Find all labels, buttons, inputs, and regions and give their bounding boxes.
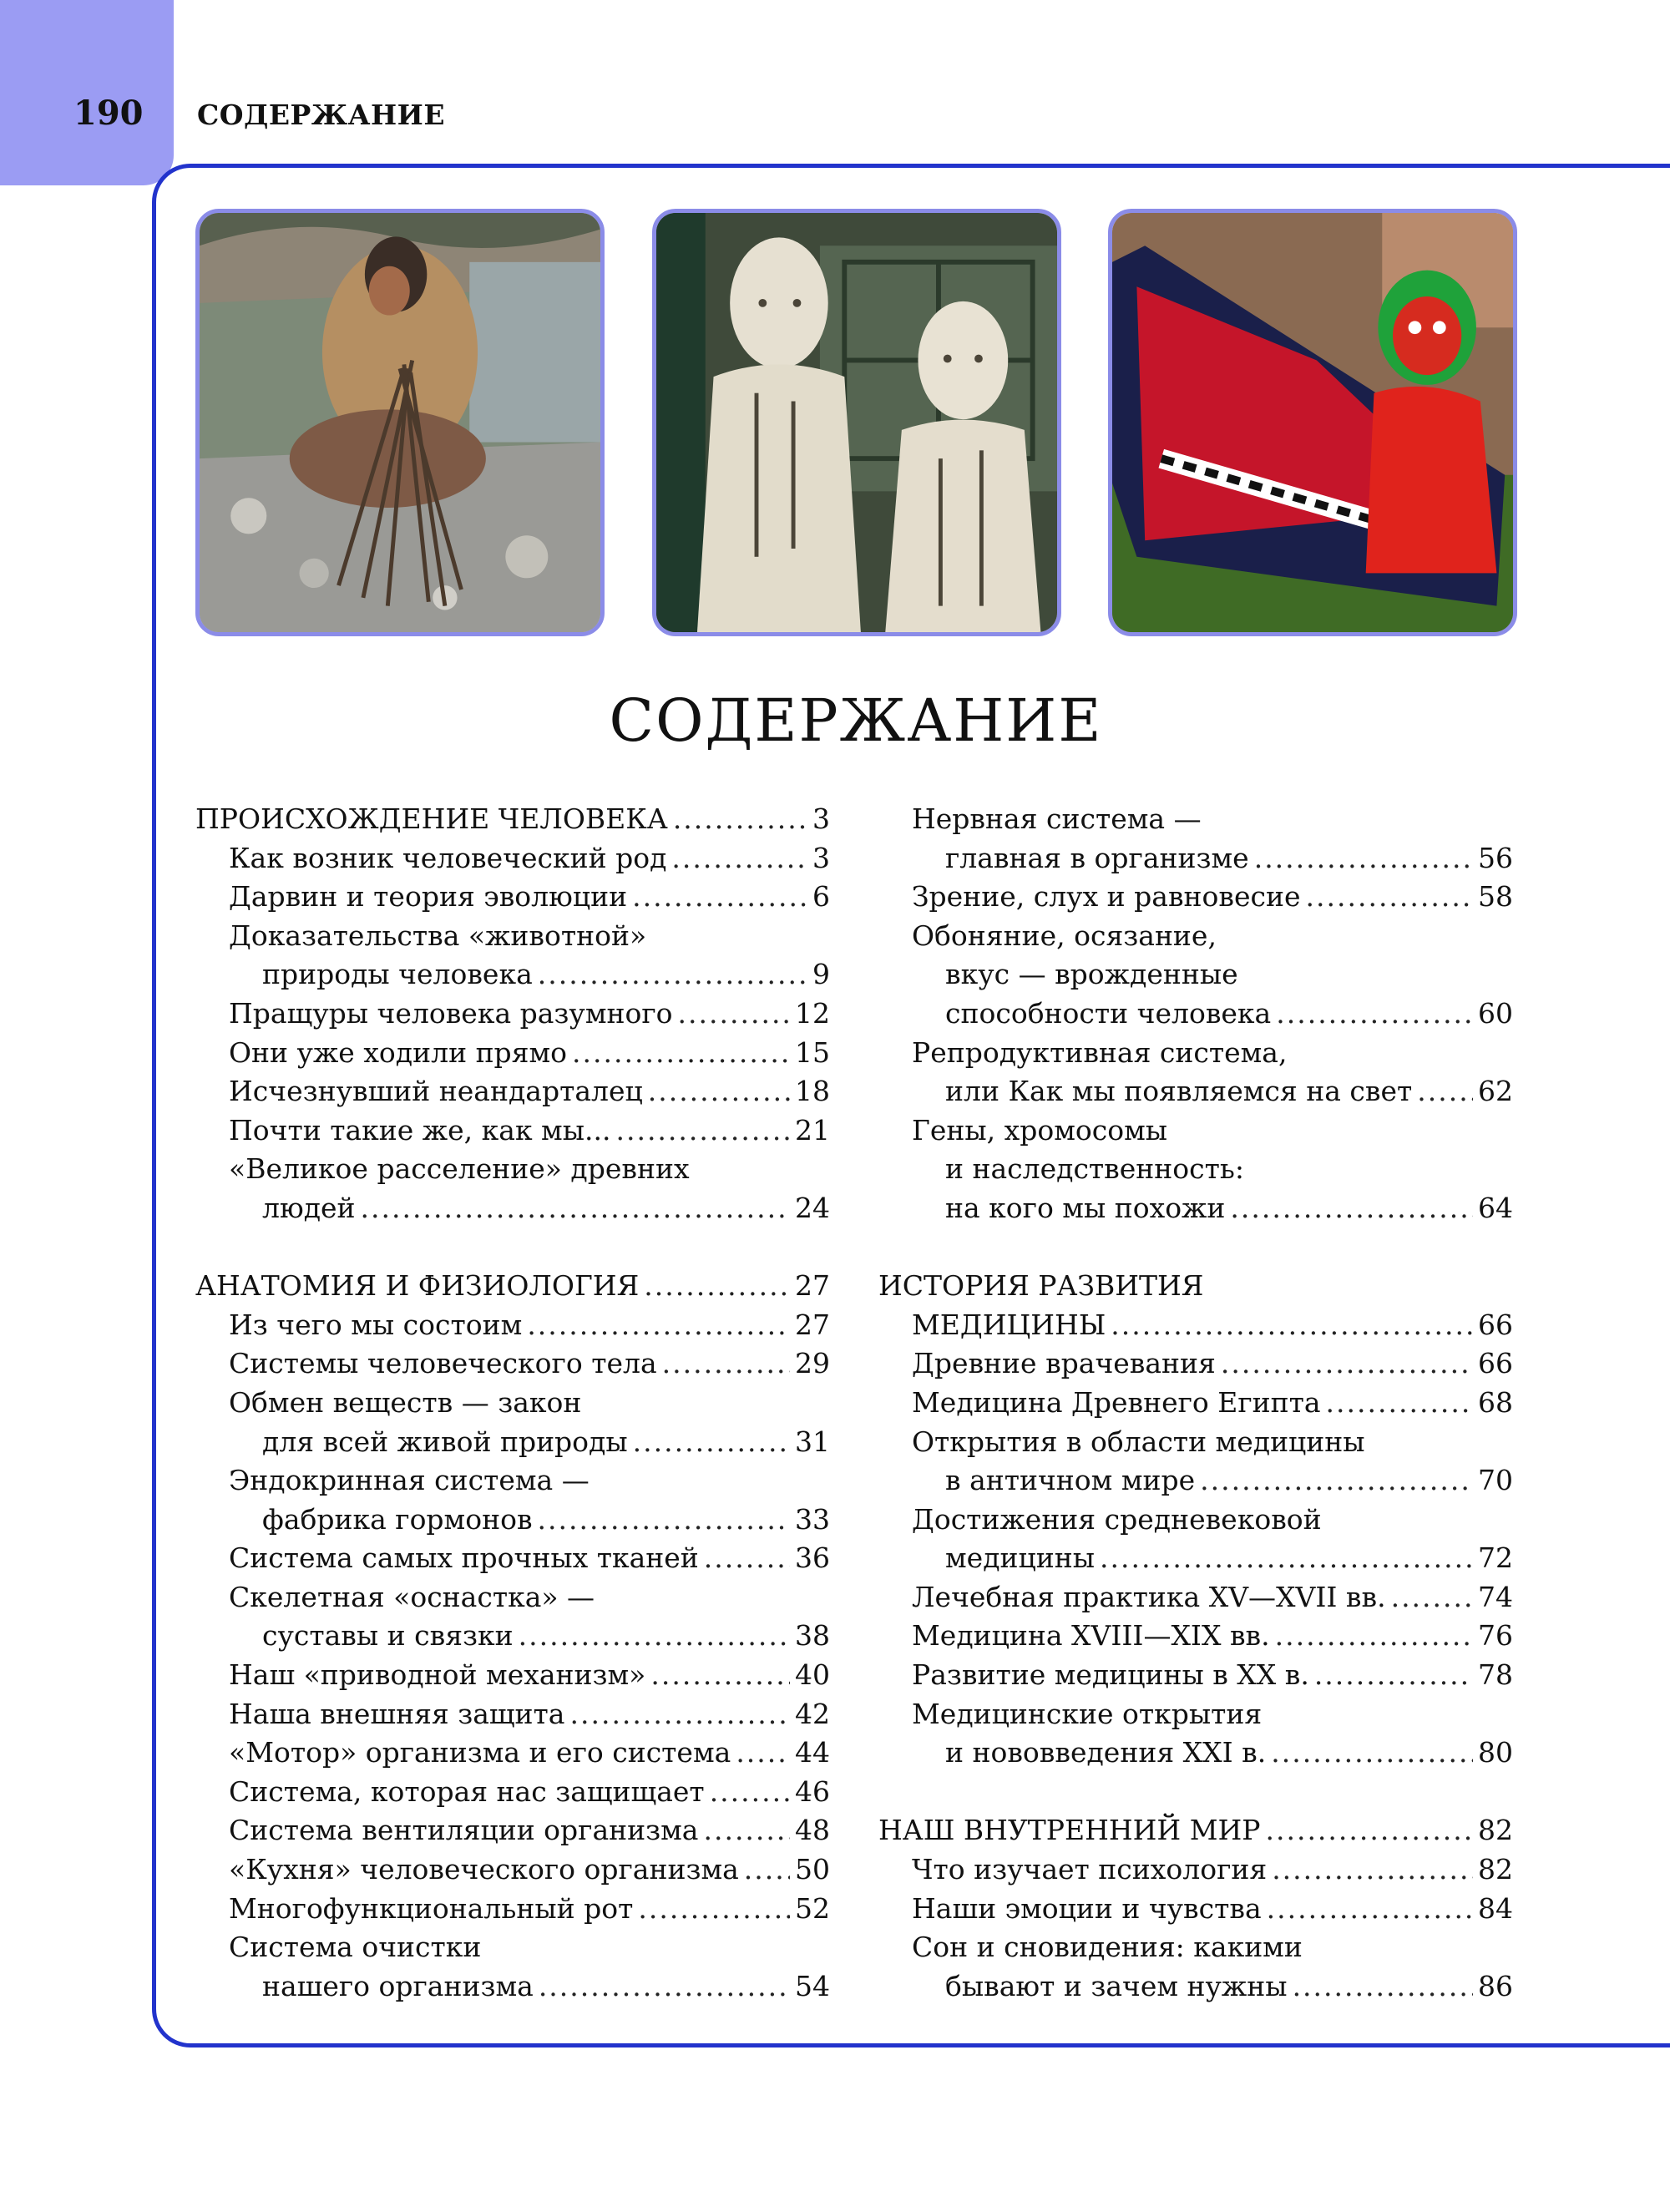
toc-dot-leader [1306,878,1473,917]
toc-right-column [878,800,1513,2006]
toc-entry [195,1656,830,1695]
toc-entry [878,1539,1513,1578]
toc-dot-leader [678,995,790,1034]
toc-section-heading [878,1811,1513,1850]
toc-entry-title: Медицина XVIII—XIX вв. [912,1619,1270,1653]
toc-dot-leader [710,1773,790,1812]
toc-page-number: 12 [795,996,830,1030]
toc-page-number: 3 [812,802,830,835]
toc-entry-title: Система, которая нас защищает [229,1774,705,1808]
toc-entry [878,1461,1513,1501]
toc-dot-leader [703,1811,790,1850]
toc-entry-title: Обоняние, осязание, [912,919,1217,952]
toc-page-number: 70 [1478,1464,1513,1497]
acupuncture-statues-image [652,209,1061,636]
toc-entry-title: Они уже ходили прямо [229,1035,568,1069]
toc-page-number: 58 [1478,880,1513,914]
toc-entry [195,1384,830,1423]
toc-gap [878,1228,1513,1268]
toc-dot-leader [671,839,807,878]
toc-entry-title: Репродуктивная система, [912,1035,1288,1069]
toc-dot-leader [1267,1890,1473,1929]
toc-entry-title: Как возник человеческий род [229,841,667,874]
toc-entry [878,1344,1513,1384]
toc-page-number: 42 [795,1697,830,1730]
toc-page-number: 31 [795,1425,830,1458]
toc-entry-title: для всей живой природы [262,1425,628,1458]
toc-entry-title: главная в организме [945,841,1249,874]
toc-dot-leader [673,800,807,839]
toc-entry [878,1890,1513,1929]
toc-page-number: 48 [795,1814,830,1847]
toc-dot-leader [1391,1578,1473,1617]
toc-dot-leader [632,878,807,917]
toc-entry-title: Гены, хромосомы [912,1113,1168,1146]
toc-entry [195,1111,830,1151]
toc-left-column [195,800,830,2006]
toc-entry-title: Зрение, слух и равновесие [912,880,1301,914]
toc-entry-title: Многофункциональный рот [229,1891,634,1925]
toc-entry [878,955,1513,995]
toc-entry [878,1189,1513,1228]
toc-entry [878,1306,1513,1345]
toc-dot-leader [1271,1734,1473,1773]
toc-dot-leader [648,1072,790,1111]
toc-entry [195,917,830,956]
toc-entry-title: Система вентиляции организма [229,1814,699,1847]
toc-page-number: 78 [1478,1658,1513,1692]
toc-entry-title: «Кухня» человеческого организма [229,1853,739,1886]
toc-entry [878,1384,1513,1423]
toc-entry-title: Системы человеческого тела [229,1347,657,1380]
toc-entry-title: или Как мы появляемся на свет [945,1075,1413,1108]
toc-page-number: 54 [795,1969,830,2002]
toc-page-number: 86 [1478,1969,1513,2002]
toc-section-heading [878,1267,1513,1306]
toc-entry-title: АНАТОМИЯ И ФИЗИОЛОГИЯ [195,1269,640,1303]
toc-dot-leader [1221,1344,1473,1384]
toc-page-number: 15 [795,1035,830,1069]
toc-page-number: 64 [1478,1191,1513,1224]
toc-entry [878,1695,1513,1734]
toc-entry-title: нашего организма [262,1969,534,2002]
toc-dot-leader [538,955,807,995]
toc-page-number: 33 [795,1502,830,1536]
toc-entry-title: Система самых прочных тканей [229,1541,699,1575]
toc-entry-title: Наш «приводной механизм» [229,1658,646,1692]
toc-page-number: 46 [795,1774,830,1808]
toc-dot-leader [1326,1384,1473,1423]
toc-entry-title: Исчезнувший неандарталец [229,1075,643,1108]
toc-entry [195,1423,830,1462]
toc-dot-leader [572,1034,790,1073]
toc-entry [195,1617,830,1656]
toc-entry-title: вкус — врожденные [945,958,1238,991]
toc-page-number: 3 [812,841,830,874]
toc-dot-leader [538,1501,790,1540]
toc-entry-title: способности человека [945,996,1272,1030]
toc-section-heading [195,800,830,839]
caveman-campfire-image [195,209,605,636]
toc-entry [195,1967,830,2007]
toc-page-number: 38 [795,1619,830,1653]
toc-entry [195,1189,830,1228]
toc-entry-title: Наши эмоции и чувства [912,1891,1262,1925]
toc-entry [195,995,830,1034]
toc-page-number: 80 [1478,1736,1513,1769]
toc-section-heading [195,1267,830,1306]
toc-dot-leader [1272,1850,1473,1890]
toc-entry [195,1773,830,1812]
toc-entry [878,1578,1513,1617]
toc-dot-leader [650,1656,790,1695]
toc-page-number: 82 [1478,1814,1513,1847]
toc-page-number: 6 [812,880,830,914]
toc-entry-title: Обмен веществ — закон [229,1385,582,1419]
page-tab [0,0,174,185]
toc-entry-title: Достижения средневековой [912,1502,1322,1536]
toc-entry [195,1890,830,1929]
toc-entry-title: Из чего мы состоим [229,1308,523,1341]
toc-page-number: 68 [1478,1385,1513,1419]
toc-dot-leader [1265,1811,1473,1850]
toc-page-number: 76 [1478,1619,1513,1653]
toc-entry [195,1811,830,1850]
toc-entry-title: Доказательства «животной» [229,919,647,952]
toc-entry-title: Дарвин и теория эволюции [229,880,628,914]
toc-page-number: 21 [795,1113,830,1146]
toc-gap [195,1228,830,1268]
toc-entry-title: Почти такие же, как мы... [229,1113,611,1146]
toc-page-number: 18 [795,1075,830,1108]
toc-page-number: 52 [795,1891,830,1925]
toc-entry-title: «Великое расселение» древних [229,1152,690,1186]
toc-entry [195,1150,830,1189]
page-number: 190 [73,94,144,133]
toc-page-number: 62 [1478,1075,1513,1108]
toc-page-number: 24 [795,1191,830,1224]
toc-entry-title: и наследственность: [945,1152,1244,1186]
toc-entry [195,1072,830,1111]
toc-dot-leader [1314,1656,1473,1695]
toc-dot-leader [539,1967,790,2007]
toc-dot-leader [644,1267,790,1306]
toc-entry [878,1617,1513,1656]
toc-entry-title: Эндокринная система — [229,1464,590,1497]
toc-entry-title: природы человека [262,958,533,991]
toc-page-number: 56 [1478,841,1513,874]
toc-entry-title: людей [262,1191,356,1224]
toc-entry [195,1344,830,1384]
toc-dot-leader [736,1734,790,1773]
toc-entry [878,800,1513,839]
toc-entry [195,1501,830,1540]
toc-dot-leader [704,1539,790,1578]
toc-entry [195,1034,830,1073]
toc-dot-leader [519,1617,790,1656]
toc-entry [195,955,830,995]
toc-dot-leader [1417,1072,1473,1111]
toc-entry [878,878,1513,917]
toc-page-number: 27 [795,1269,830,1303]
toc-dot-leader [361,1189,790,1228]
toc-entry [195,1695,830,1734]
toc-page-number: 66 [1478,1347,1513,1380]
toc-entry [195,1461,830,1501]
toc-entry-title: Система очистки [229,1931,482,1964]
toc-title: СОДЕРЖАНИЕ [609,686,1103,755]
toc-dot-leader [569,1695,790,1734]
toc-dot-leader [1230,1189,1473,1228]
toc-entry [195,1306,830,1345]
toc-dot-leader [633,1423,790,1462]
toc-entry-title: Наша внешняя защита [229,1697,565,1730]
toc-entry-title: Что изучает психология [912,1853,1268,1886]
toc-entry [878,1928,1513,1967]
toc-entry-title: Нервная система — [912,802,1202,835]
toc-page-number: 50 [795,1853,830,1886]
toc-entry-title: МЕДИЦИНЫ [912,1308,1106,1341]
toc-entry [195,839,830,878]
toc-entry-title: Пращуры человека разумного [229,996,673,1030]
toc-page-number: 44 [795,1736,830,1769]
toc-entry [195,878,830,917]
toc-page-number: 82 [1478,1853,1513,1886]
toc-dot-leader [744,1850,790,1890]
toc-entry-title: Сон и сновидения: какими [912,1931,1303,1964]
toc-entry [878,1034,1513,1073]
toc-entry-title: Медицинские открытия [912,1697,1263,1730]
toc-page-number: 74 [1478,1580,1513,1613]
toc-entry-title: бывают и зачем нужны [945,1969,1288,2002]
toc-entry [195,1734,830,1773]
toc-entry [878,1423,1513,1462]
toc-entry [878,1850,1513,1890]
toc-entry-title: «Мотор» организма и его система [229,1736,731,1769]
carved-boat-figure-image [1108,209,1517,636]
toc-entry [878,1967,1513,2007]
toc-entry-title: Медицина Древнего Египта [912,1385,1321,1419]
toc-entry-title: Скелетная «оснастка» — [229,1580,595,1613]
toc-page-number: 36 [795,1541,830,1575]
toc-entry [878,1656,1513,1695]
toc-entry-title: в античном мире [945,1464,1196,1497]
toc-dot-leader [1276,995,1473,1034]
toc-dot-leader [1111,1306,1473,1345]
toc-entry [878,1734,1513,1773]
toc-dot-leader [1275,1617,1473,1656]
toc-entry [878,995,1513,1034]
toc-page-number: 84 [1478,1891,1513,1925]
toc-page-number: 60 [1478,996,1513,1030]
toc-gap [878,1773,1513,1812]
toc-entry [878,1072,1513,1111]
toc-entry-title: Лечебная практика XV—XVII вв. [912,1580,1386,1613]
toc-entry [195,1539,830,1578]
toc-entry-title: фабрика гормонов [262,1502,533,1536]
toc-dot-leader [615,1111,790,1151]
toc-entry [878,917,1513,956]
toc-dot-leader [1100,1539,1473,1578]
toc-entry-title: на кого мы похожи [945,1191,1226,1224]
toc-entry-title: ПРОИСХОЖДЕНИЕ ЧЕЛОВЕКА [195,802,668,835]
toc-page-number: 27 [795,1308,830,1341]
toc-entry [878,1501,1513,1540]
toc-page-number: 40 [795,1658,830,1692]
toc-dot-leader [662,1344,790,1384]
toc-entry-title: суставы и связки [262,1619,514,1653]
toc-entry-title: НАШ ВНУТРЕННИЙ МИР [878,1814,1261,1847]
toc-dot-leader [638,1890,790,1929]
toc-entry-title: Развитие медицины в XX в. [912,1658,1309,1692]
toc-entry-title: ИСТОРИЯ РАЗВИТИЯ [878,1269,1204,1303]
toc-page-number: 72 [1478,1541,1513,1575]
toc-entry [878,1111,1513,1151]
toc-entry-title: Древние врачевания [912,1347,1216,1380]
toc-entry [195,1578,830,1617]
toc-page-number: 66 [1478,1308,1513,1341]
toc-entry [195,1850,830,1890]
running-head: СОДЕРЖАНИЕ [197,99,446,131]
toc-dot-leader [1200,1461,1473,1501]
toc-dot-leader [1293,1967,1473,2007]
toc-entry [878,839,1513,878]
toc-dot-leader [527,1306,790,1345]
toc-page-number: 9 [812,958,830,991]
toc-entry-title: Открытия в области медицины [912,1425,1365,1458]
toc-dot-leader [1254,839,1473,878]
toc-entry [878,1150,1513,1189]
toc-entry [195,1928,830,1967]
toc-entry-title: и нововведения XXI в. [945,1736,1267,1769]
toc-page-number: 29 [795,1347,830,1380]
toc-entry-title: медицины [945,1541,1095,1575]
